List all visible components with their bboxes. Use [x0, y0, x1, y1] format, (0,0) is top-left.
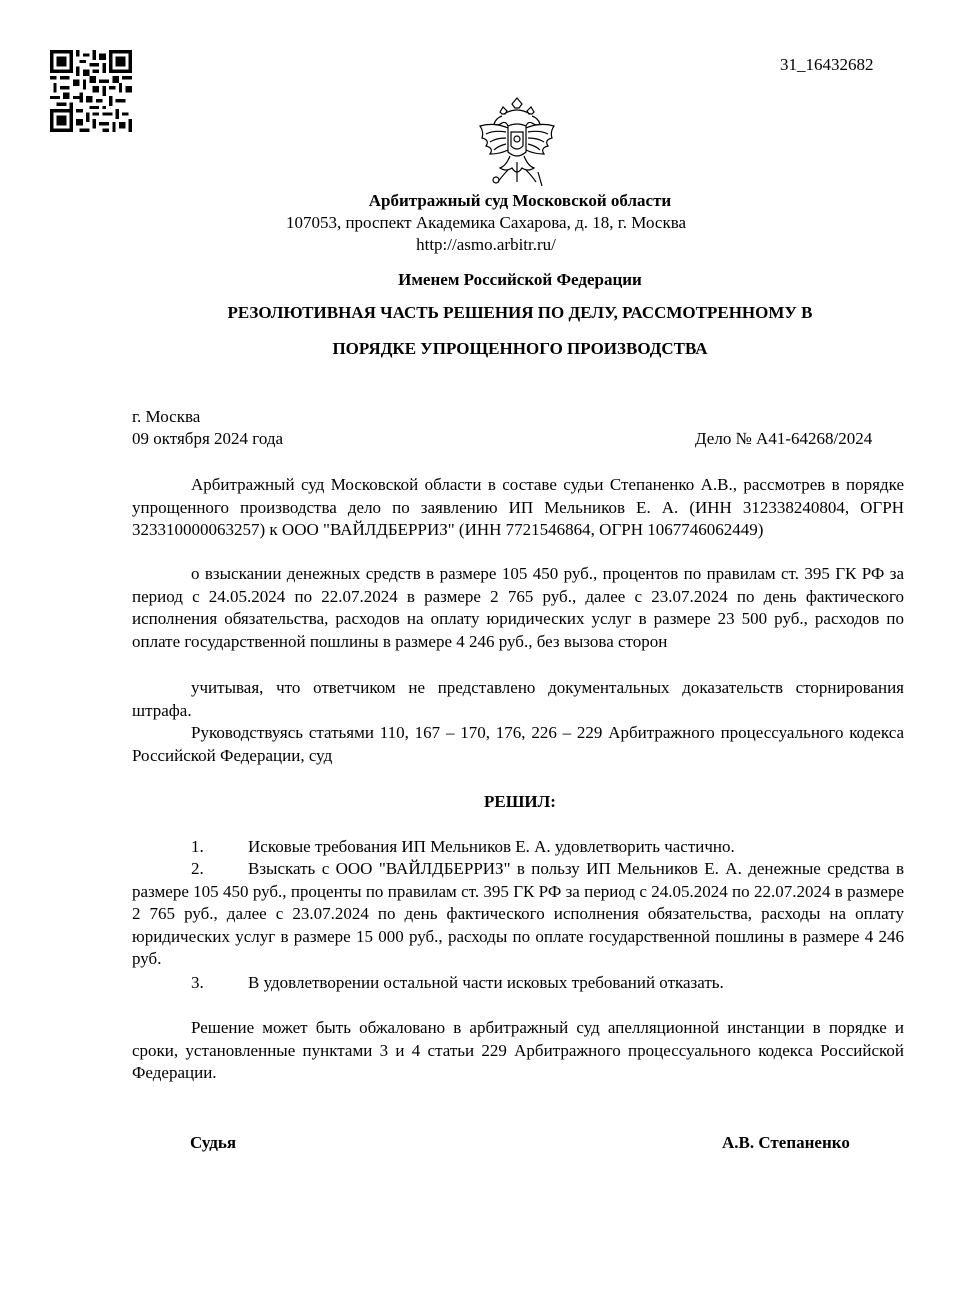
decision-item-number: 3. — [191, 973, 204, 992]
decision-item — [132, 972, 904, 995]
on-behalf-heading: Именем Российской Федерации — [398, 270, 642, 289]
judge-name: А.В. Степаненко — [722, 1133, 850, 1152]
court-name: Арбитражный суд Московской области — [368, 191, 672, 210]
decision-item-text: В удовлетворении остальной части исковых требований отказать. — [248, 973, 724, 992]
decision-item-number: 1. — [191, 837, 204, 856]
coat-of-arms-icon — [472, 96, 562, 190]
paragraph-guided-by: Руководствуясь статьями 110, 167 – 170, 176, 226 – 229 Арбитражного процессуального кодекса Российской Федерации, суд — [132, 723, 904, 765]
court-url[interactable]: http://asmo.arbitr.ru/ — [416, 235, 556, 254]
decision-item-text: Исковые требования ИП Мельников Е. А. удовлетворить частично. — [248, 837, 735, 856]
decision-item — [132, 836, 904, 859]
document-title-line2: ПОРЯДКЕ УПРОЩЕННОГО ПРОИЗВОДСТВА — [332, 339, 708, 358]
decision-heading: РЕШИЛ: — [484, 792, 556, 811]
case-number: Дело № А41-64268/2024 — [695, 429, 873, 448]
document-title-line1: РЕЗОЛЮТИВНАЯ ЧАСТЬ РЕШЕНИЯ ПО ДЕЛУ, РАССМОТРЕННОМУ В — [227, 303, 813, 322]
decision-item — [132, 858, 904, 971]
decision-item-number: 2. — [191, 859, 204, 878]
court-address: 107053, проспект Академика Сахарова, д. 18, г. Москва — [285, 213, 687, 232]
city: г. Москва — [132, 407, 201, 426]
paragraph-considering: учитывая, что ответчиком не представлено документальных доказательств сторнирования штрафа. — [132, 678, 904, 720]
qr-code — [50, 50, 132, 132]
paragraph-composition: Арбитражный суд Московской области в составе судьи Степаненко А.В., рассмотрев в порядке упрощенного производства дело по заявлению ИП Мельников Е. А. (ИНН 312338240804, ОГРН 323310000063257) к ООО "ВАЙЛДБЕРРИЗ" (ИНН 7721546864, ОГРН 1067746062449) — [132, 475, 904, 540]
decision-item-text: Взыскать с ООО "ВАЙЛДБЕРРИЗ" в пользу ИП Мельников Е. А. денежные средства в размере 105 450 руб., проценты по правилам ст. 395 ГК РФ за период с 24.05.2024 по 22.07.2024 в размере 2 765 руб., далее с 23.07.2024 по день фактического исполнения обязательства, расходы на оплату юридических услуг в размере 15 000 руб., расходы по оплате государственной пошлины в размере 4 246 руб. — [132, 859, 904, 969]
signature-label: Судья — [190, 1133, 237, 1152]
decision-date: 09 октября 2024 года — [132, 429, 284, 448]
appeal-note: Решение может быть обжаловано в арбитражный суд апелляционной инстанции в порядке и сроки, установленные пунктами 3 и 4 статьи 229 Арбитражного процессуального кодекса Российской Федерации. — [132, 1018, 904, 1083]
document-id: 31_16432682 — [780, 55, 874, 74]
paragraph-claims: о взыскании денежных средств в размере 105 450 руб., процентов по правилам ст. 395 ГК РФ за период с 24.05.2024 по 22.07.2024 в размере 2 765 руб., далее с 23.07.2024 по день фактического исполнения обязательства, расходов на оплату юридических услуг в размере 23 500 руб., расходов по оплате государственной пошлины в размере 4 246 руб., без вызова сторон — [132, 564, 904, 651]
